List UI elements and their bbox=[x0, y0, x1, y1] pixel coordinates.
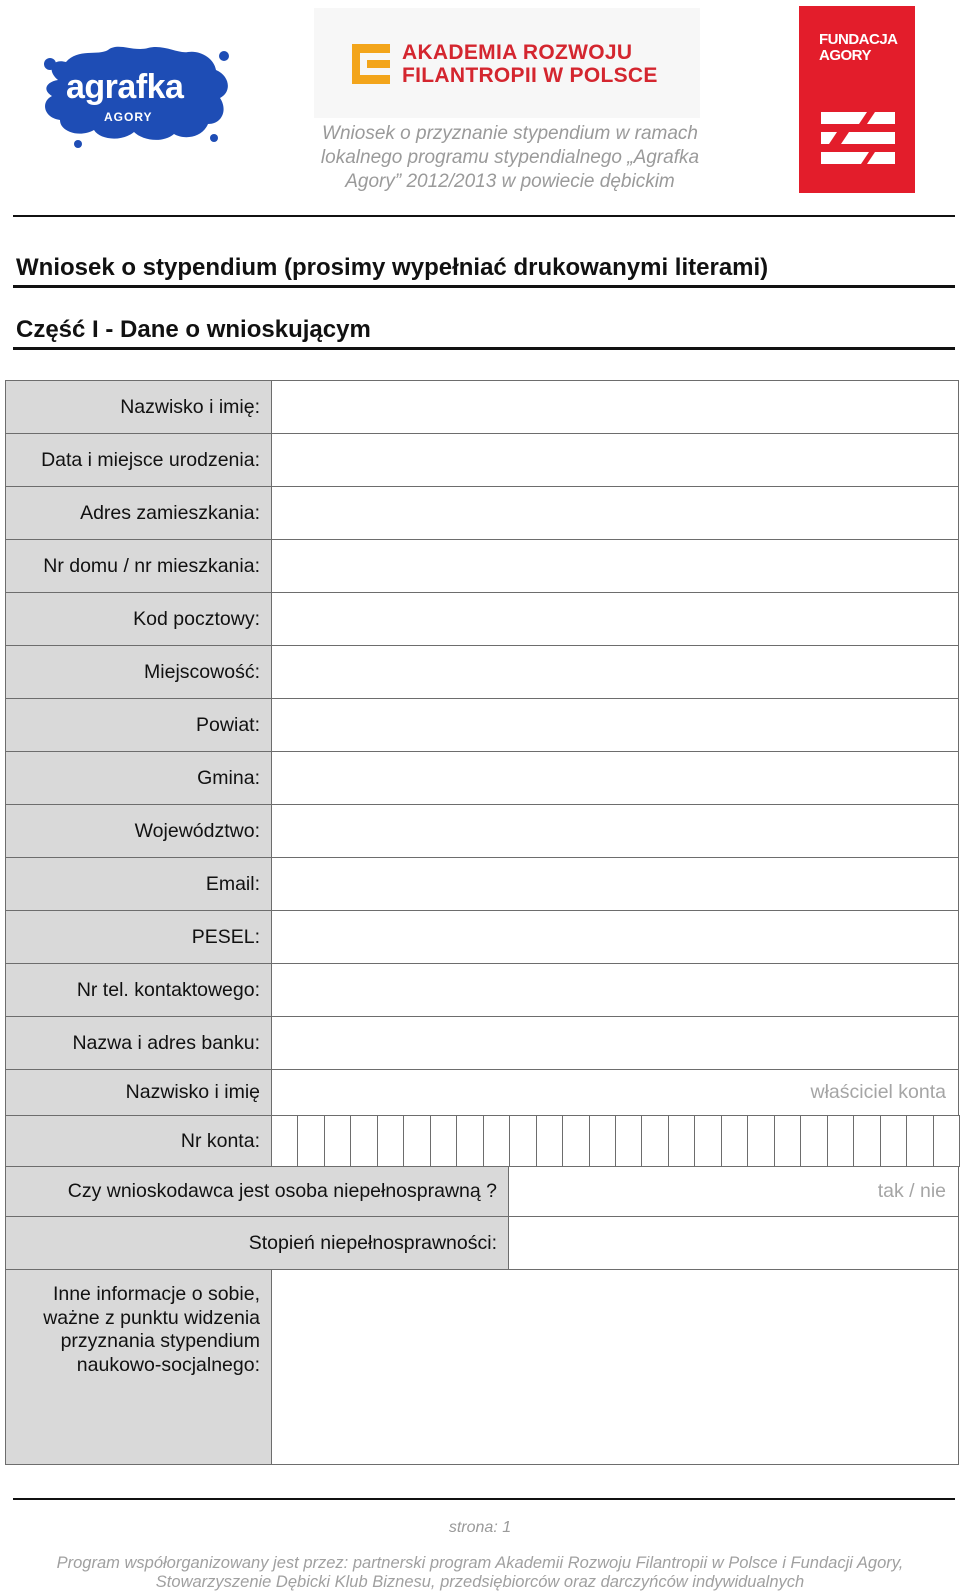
agrafka-logo bbox=[38, 40, 234, 155]
field-label-bank: Nazwa i adres banku: bbox=[5, 1016, 272, 1070]
account-digit-box[interactable] bbox=[483, 1115, 510, 1167]
account-digit-box[interactable] bbox=[800, 1115, 827, 1167]
akademia-logo-line2: FILANTROPII W POLSCE bbox=[402, 64, 658, 87]
field-label-phone: Nr tel. kontaktowego: bbox=[5, 963, 272, 1017]
field-label-county: Powiat: bbox=[5, 698, 272, 752]
account-digit-box[interactable] bbox=[324, 1115, 351, 1167]
account-digit-box[interactable] bbox=[350, 1115, 377, 1167]
footer-divider bbox=[13, 1498, 955, 1500]
account-digit-box[interactable] bbox=[774, 1115, 801, 1167]
field-label-house-number: Nr domu / nr mieszkania: bbox=[5, 539, 272, 593]
account-digit-box[interactable] bbox=[853, 1115, 880, 1167]
field-input-name[interactable] bbox=[271, 380, 959, 434]
account-digit-box[interactable] bbox=[297, 1115, 324, 1167]
application-header-title bbox=[290, 122, 730, 194]
account-digit-box[interactable] bbox=[589, 1115, 616, 1167]
account-digit-box[interactable] bbox=[641, 1115, 668, 1167]
field-label-commune: Gmina: bbox=[5, 751, 272, 805]
field-label-birth: Data i miejsce urodzenia: bbox=[5, 433, 272, 487]
field-label-voivodeship: Województwo: bbox=[5, 804, 272, 858]
section-title-underline bbox=[13, 347, 955, 350]
header-title-line: Wniosek o przyznanie stypendium w ramach bbox=[322, 123, 698, 144]
account-digit-box[interactable] bbox=[536, 1115, 563, 1167]
other-info-label-line: przyznania stypendium bbox=[60, 1330, 260, 1352]
field-input-other-info[interactable] bbox=[271, 1269, 959, 1465]
field-input-disability-degree[interactable] bbox=[508, 1216, 959, 1270]
disability-hint: tak / nie bbox=[877, 1180, 946, 1202]
form-title: Wniosek o stypendium (prosimy wypełniać drukowanymi literami) bbox=[16, 254, 769, 281]
account-digit-box[interactable] bbox=[933, 1115, 960, 1167]
account-owner-hint: właściciel konta bbox=[810, 1081, 946, 1103]
field-label-account-owner: Nazwisko i imię bbox=[5, 1069, 272, 1116]
form-title-underline bbox=[13, 285, 955, 288]
field-input-address[interactable] bbox=[271, 486, 959, 540]
fundacja-mark-icon bbox=[819, 106, 897, 176]
footer-line: Program współorganizowany jest przez: partnerski program Akademii Rozwoju Filantropii w Polsce i Fundacji Agory, bbox=[56, 1554, 904, 1572]
page-number: strona: 1 bbox=[448, 1519, 512, 1536]
field-label-address: Adres zamieszkania: bbox=[5, 486, 272, 540]
field-label-disability: Czy wnioskodawca jest osoba niepełnosprawną ? bbox=[5, 1166, 509, 1217]
field-label-disability-degree: Stopień niepełnosprawności: bbox=[5, 1216, 509, 1270]
field-input-house-number[interactable] bbox=[271, 539, 959, 593]
header-divider bbox=[13, 215, 955, 217]
account-digit-box[interactable] bbox=[747, 1115, 774, 1167]
agrafka-logo-sub: AGORY bbox=[104, 110, 153, 124]
other-info-label-line: naukowo-socjalnego: bbox=[76, 1353, 260, 1376]
fundacja-logo-line2: AGORY bbox=[819, 47, 871, 64]
header-title-line: lokalnego programu stypendialnego „Agrafka bbox=[320, 147, 700, 168]
account-digit-box[interactable] bbox=[456, 1115, 483, 1167]
akademia-logo bbox=[314, 8, 700, 118]
field-label-postal-code: Kod pocztowy: bbox=[5, 592, 272, 646]
account-digit-box[interactable] bbox=[509, 1115, 536, 1167]
section-title: Część I - Dane o wnioskującym bbox=[16, 316, 371, 343]
account-digit-box[interactable] bbox=[403, 1115, 430, 1167]
fundacja-agory-logo bbox=[799, 6, 915, 193]
fundacja-logo-line1: FUNDACJA bbox=[819, 31, 898, 48]
account-digit-box[interactable] bbox=[721, 1115, 748, 1167]
field-input-postal-code[interactable] bbox=[271, 592, 959, 646]
agrafka-logo-word: agrafka bbox=[66, 68, 184, 106]
akademia-logo-line1: AKADEMIA ROZWOJU bbox=[402, 41, 633, 64]
field-label-account-number: Nr konta: bbox=[5, 1115, 272, 1167]
field-input-disability[interactable] bbox=[508, 1166, 959, 1217]
field-label-name: Nazwisko i imię: bbox=[5, 380, 272, 434]
other-info-label-line: Inne informacje o sobie, bbox=[52, 1283, 260, 1305]
field-input-commune[interactable] bbox=[271, 751, 959, 805]
field-label-other-info bbox=[5, 1269, 272, 1465]
account-digit-box[interactable] bbox=[430, 1115, 457, 1167]
field-label-email: Email: bbox=[5, 857, 272, 911]
account-digit-box[interactable] bbox=[880, 1115, 907, 1167]
field-input-pesel[interactable] bbox=[271, 910, 959, 964]
account-digit-box[interactable] bbox=[668, 1115, 695, 1167]
field-input-city[interactable] bbox=[271, 645, 959, 699]
account-digit-box[interactable] bbox=[694, 1115, 721, 1167]
field-input-email[interactable] bbox=[271, 857, 959, 911]
account-digit-box[interactable] bbox=[562, 1115, 589, 1167]
account-digit-box[interactable] bbox=[377, 1115, 404, 1167]
field-label-city: Miejscowość: bbox=[5, 645, 272, 699]
account-digit-box[interactable] bbox=[827, 1115, 854, 1167]
field-input-birth[interactable] bbox=[271, 433, 959, 487]
account-digit-box[interactable] bbox=[271, 1115, 298, 1167]
other-info-label-line: ważne z punktu widzenia bbox=[43, 1306, 260, 1329]
header-title-line: Agory” 2012/2013 w powiecie dębickim bbox=[345, 171, 675, 192]
account-digit-box[interactable] bbox=[615, 1115, 642, 1167]
footer-text bbox=[0, 1554, 960, 1591]
akademia-mark-icon bbox=[352, 44, 390, 84]
account-digit-box[interactable] bbox=[906, 1115, 933, 1167]
field-input-county[interactable] bbox=[271, 698, 959, 752]
field-input-account-owner[interactable] bbox=[271, 1069, 959, 1116]
field-input-phone[interactable] bbox=[271, 963, 959, 1017]
field-label-pesel: PESEL: bbox=[5, 910, 272, 964]
field-input-voivodeship[interactable] bbox=[271, 804, 959, 858]
footer-line: Stowarzyszenie Dębicki Klub Biznesu, przedsiębiorców oraz darczyńców indywidualnych bbox=[155, 1572, 805, 1591]
field-input-bank[interactable] bbox=[271, 1016, 959, 1070]
